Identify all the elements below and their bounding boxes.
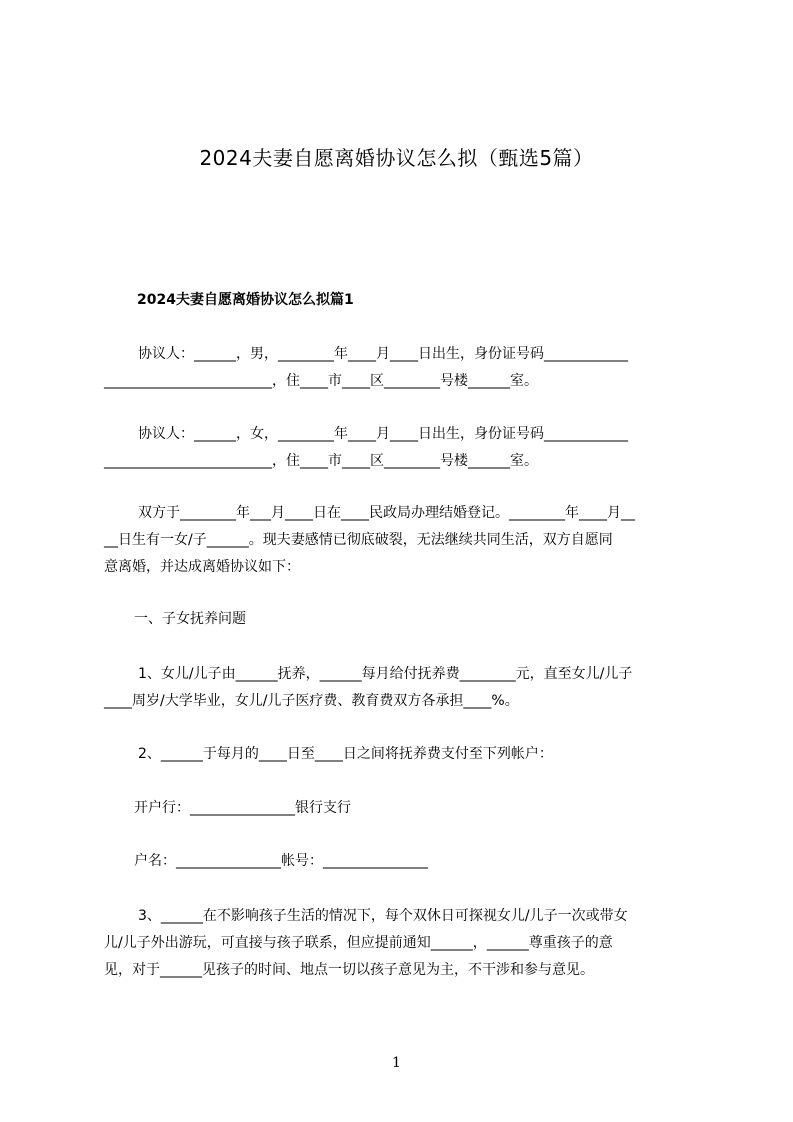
party-male-paragraph (104, 341, 712, 395)
party-female-line-2: ________________________，住____市____区________号楼______室。 (104, 453, 538, 469)
clause-3-line-2: 儿/儿子外出游玩，可直接与孩子联系，但应提前通知______，______尊重孩子的意 (104, 935, 613, 951)
clause-1-line-1: 1、女儿/儿子由______抚养，______每月给付抚养费________元，直至女儿/儿子 (138, 666, 633, 682)
bank-branch-line: 开户行：_______________银行支行 (134, 800, 351, 816)
clause-3-line-1: 3、______在不影响孩子生活的情况下，每个双休日可探视女儿/儿子一次或带女 (138, 908, 628, 924)
clause-1-paragraph (104, 661, 712, 715)
clause-3-line-3: 见，对于______见孩子的时间、地点一切以孩子意见为主，不干涉和参与意见。 (104, 962, 594, 978)
section-heading: 2024夫妻自愿离婚协议怎么拟篇1 (137, 292, 354, 308)
marriage-info-paragraph (104, 500, 712, 581)
document-title: 2024夫妻自愿离婚协议怎么拟（甄选5篇） (199, 146, 594, 170)
clause-1-line-2: ____周岁/大学毕业，女儿/儿子医疗费、教育费双方各承担____%。 (104, 693, 519, 709)
clause-2-line-1: 2、______于每月的____日至____日之间将抚养费支付至下列帐户： (138, 746, 553, 762)
child-custody-heading (104, 606, 712, 633)
marriage-info-line-2: __日生有一女/子______。现夫妻感情已彻底破裂，无法继续共同生活，双方自愿同 (104, 532, 613, 548)
clause-2-paragraph (104, 741, 712, 768)
party-male-line-1: 协议人：______，男，________年____月____日出生，身份证号码____________ (138, 346, 628, 362)
marriage-info-line-3: 意离婚，并达成离婚协议如下： (104, 559, 300, 575)
account-line: 户名：_______________帐号：_______________ (134, 853, 428, 869)
page-number: 1 (392, 1055, 401, 1071)
child-custody-heading-text: 一、子女抚养问题 (134, 611, 246, 627)
party-male-line-2: ________________________，住____市____区________号楼______室。 (104, 373, 538, 389)
party-female-line-1: 协议人：______，女，________年____月____日出生，身份证号码____________ (138, 426, 628, 442)
party-female-paragraph (104, 421, 712, 475)
clause-3-paragraph (104, 903, 712, 984)
account-paragraph (104, 848, 712, 875)
marriage-info-line-1: 双方于________年___月____日在____民政局办理结婚登记。________年____月__ (138, 505, 635, 521)
bank-branch-paragraph (104, 795, 712, 822)
